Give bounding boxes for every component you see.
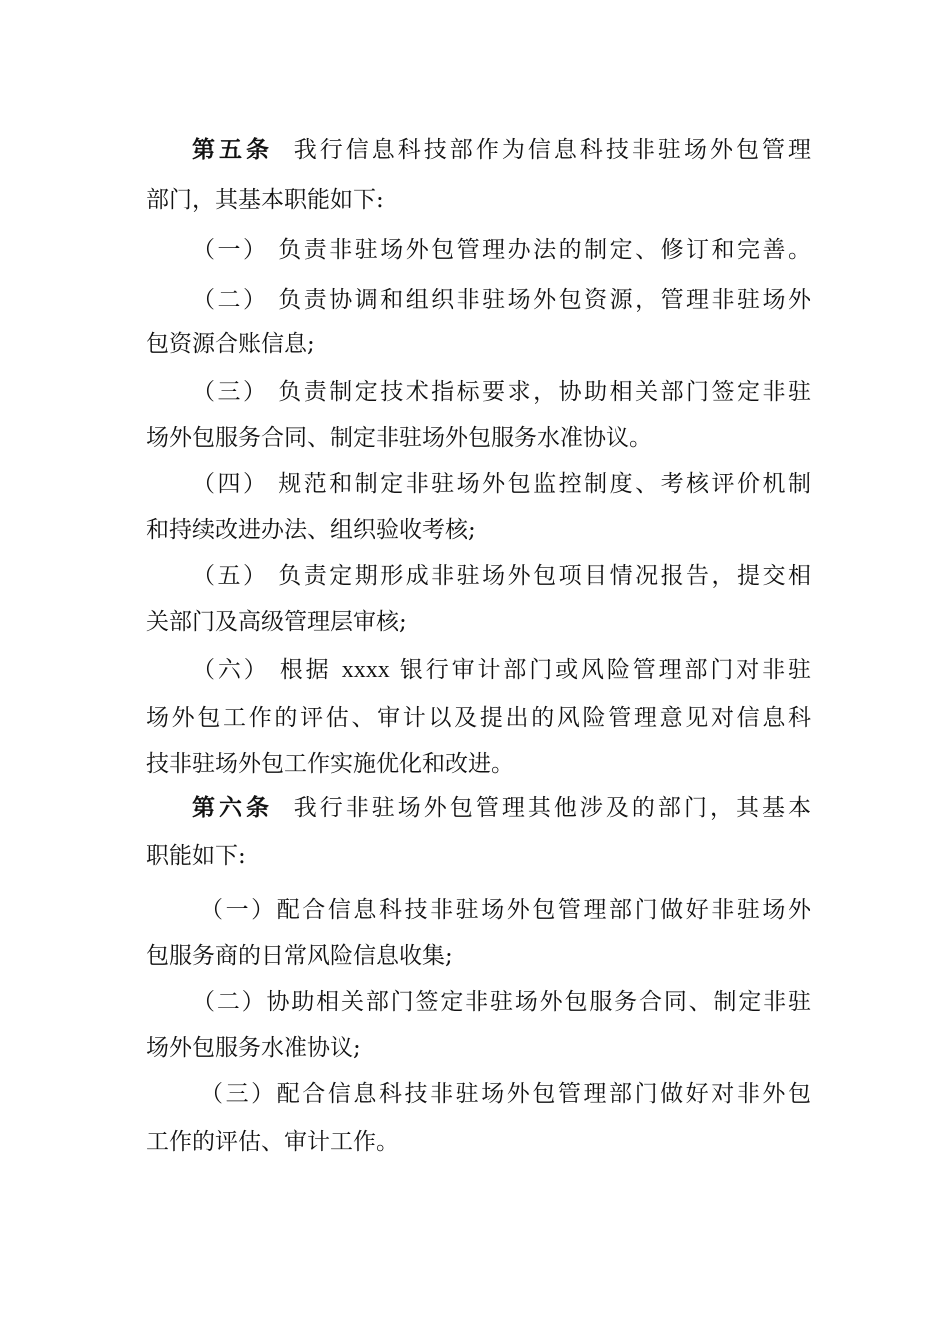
article6-item1-line1: （一）配合信息科技非驻场外包管理部门做好非驻场外	[200, 897, 811, 923]
article5-item4-line1: （四） 规范和制定非驻场外包监控制度、考核评价机制	[192, 471, 811, 497]
article5-item5-line1: （五） 负责定期形成非驻场外包项目情况报告，提交相	[192, 563, 811, 589]
article5-item6-prefix: （六） 根据	[192, 657, 342, 683]
article5-item5-line2: 关部门及高级管理层审核;	[146, 609, 407, 635]
article6-item2-line1: （二）协助相关部门签定非驻场外包服务合同、制定非驻	[192, 989, 811, 1015]
article5-item2-line2: 包资源合账信息;	[146, 331, 315, 357]
article5-intro-line2: 部门，其基本职能如下:	[146, 187, 384, 213]
article6-item2-line2: 场外包服务水准协议;	[146, 1035, 361, 1061]
article5-item6-line2: 场外包工作的评估、审计以及提出的风险管理意见对信息科	[146, 705, 811, 731]
article5-item4-line2: 和持续改进办法、组织验收考核;	[146, 517, 476, 543]
article5-item6-suffix: 银行审计部门或风险管理部门对非驻	[389, 657, 812, 683]
article6-item3-line1: （三）配合信息科技非驻场外包管理部门做好对非外包	[200, 1081, 811, 1107]
article5-intro-text: 我行信息科技部作为信息科技非驻场外包管理	[293, 137, 811, 163]
article6-item1-line2: 包服务商的日常风险信息收集;	[146, 943, 453, 969]
article6-intro-line2: 职能如下:	[146, 843, 246, 869]
article6-item3-line2: 工作的评估、审计工作。	[146, 1129, 399, 1155]
article5-intro-line1	[192, 132, 811, 168]
article5-item6-line1	[192, 652, 811, 688]
article5-item6-code: xxxx	[341, 657, 390, 683]
article6-label: 第六条	[192, 795, 274, 821]
article6-intro-line1	[192, 790, 811, 826]
article5-item6-line3: 技非驻场外包工作实施优化和改进。	[146, 751, 514, 777]
article5-item3-line2: 场外包服务合同、制定非驻场外包服务水准协议。	[146, 425, 652, 451]
article5-item2-line1: （二） 负责协调和组织非驻场外包资源，管理非驻场外	[192, 287, 811, 313]
article5-label: 第五条	[192, 137, 274, 163]
article6-intro-text: 我行非驻场外包管理其他涉及的部门，其基本	[293, 795, 811, 821]
article5-item3-line1: （三） 负责制定技术指标要求，协助相关部门签定非驻	[192, 379, 811, 405]
article5-item1-line1: （一） 负责非驻场外包管理办法的制定、修订和完善。	[192, 237, 811, 263]
